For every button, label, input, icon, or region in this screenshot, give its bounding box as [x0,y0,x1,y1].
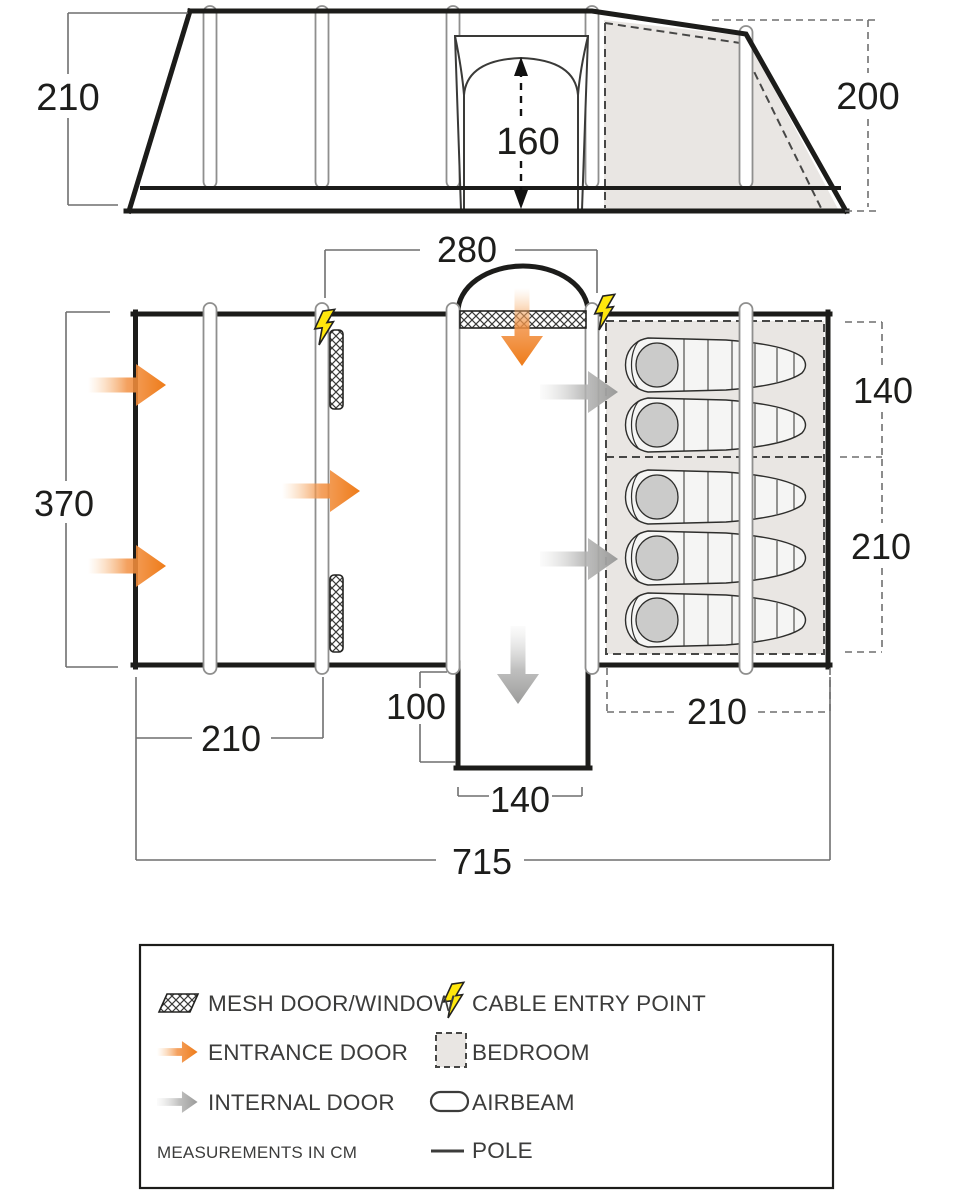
dim-depth: 370 [33,483,95,524]
elevation-view [36,6,899,211]
airbeam-pill-icon [431,1092,468,1111]
dim-bedroom-width: 210 [686,691,748,732]
legend-label-entrance: ENTRANCE DOOR [208,1040,409,1065]
legend-label-mesh: MESH DOOR/WINDOW [208,991,455,1016]
legend-label-internal: INTERNAL DOOR [208,1090,395,1115]
dim-left-height: 210 [36,77,100,119]
dim-porch-depth: 100 [385,686,447,727]
dim-right-height: 200 [836,76,900,118]
elevation-bedroom-shading [604,20,838,209]
legend-label-airbeam: AIRBEAM [472,1090,575,1115]
dim-front-width: 280 [436,229,498,270]
legend-label-bedroom: BEDROOM [472,1040,590,1065]
bedroom-swatch-icon [436,1033,466,1067]
dim-left-bay: 210 [200,718,262,759]
dim-porch-width: 140 [489,779,551,820]
side-mesh-lower [330,575,343,652]
legend-label-cable: CABLE ENTRY POINT [472,991,706,1016]
dim-total-width: 715 [451,841,513,882]
internal-arrows [497,371,618,704]
legend-label-pole: POLE [472,1138,533,1163]
dim-bedroom-bottom: 210 [850,526,912,567]
side-mesh-upper [330,330,343,409]
legend-note: MEASUREMENTS IN CM [157,1143,358,1162]
floorplan-view [34,229,913,882]
dim-bedroom-top: 140 [852,370,914,411]
legend [140,945,833,1188]
dim-door-height: 160 [496,121,560,163]
